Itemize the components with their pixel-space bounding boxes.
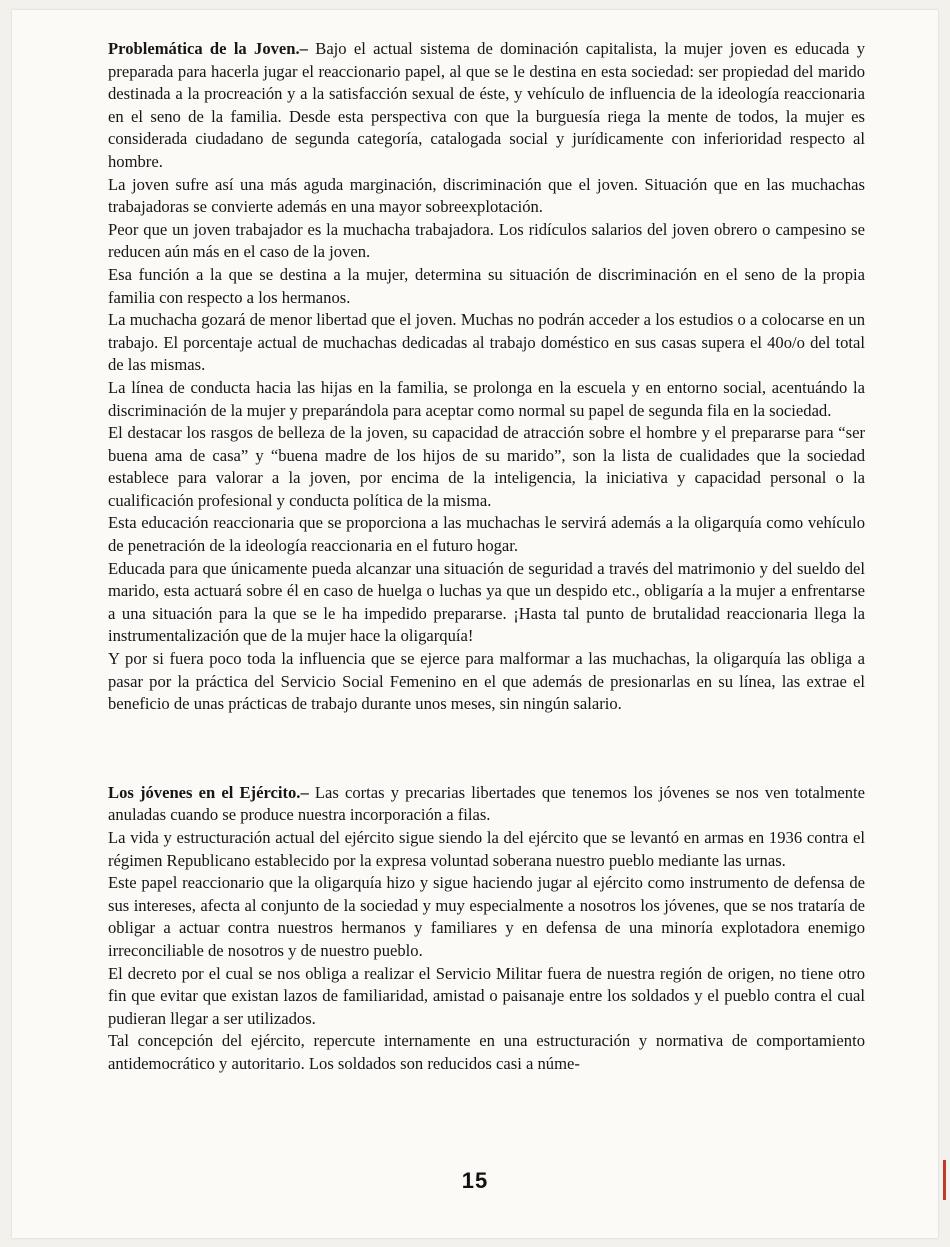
section-heading-joven: Problemática de la Joven.– xyxy=(108,39,308,58)
section-ejercito-intro xyxy=(108,782,865,827)
paragraph: El decreto por el cual se nos obliga a realizar el Servicio Militar fuera de nuestra región de origen, no tiene otro fin que evitar que existan lazos de familiaridad, amistad o paisanaje entre los soldados y el pueblo contra el cual pudieran llegar a ser utilizados. xyxy=(108,963,865,1028)
paragraph: La joven sufre así una más aguda marginación, discriminación que el joven. Situación que en las muchachas trabajadoras se convierte además en una mayor sobreexplotación. xyxy=(108,174,865,217)
section-heading-ejercito: Los jóvenes en el Ejército.– xyxy=(108,782,309,802)
paragraph: Esa función a la que se destina a la mujer, determina su situación de discriminación en el seno de la propia familia con respecto a los hermanos. xyxy=(108,264,865,307)
paragraph-text: Las cortas y precarias libertades que tenemos los jóvenes se nos ven totalmente anuladas cuando se produce nuestra incorporación a filas. xyxy=(108,782,865,825)
paragraph: La línea de conducta hacia las hijas en la familia, se prolonga en la escuela y en entorno social, acentuándo la discriminación de la mujer y preparándola para aceptar como normal su papel de segunda fila en la sociedad. xyxy=(108,377,865,420)
section-joven-intro xyxy=(108,38,865,174)
paragraph: Tal concepción del ejército, repercute internamente en una estructuración y normativa de comportamiento antidemocrático y autoritario. Los soldados son reducidos casi a núme- xyxy=(108,1031,865,1073)
section-spacer xyxy=(108,716,865,782)
paragraph-text: Bajo el actual sistema de dominación capitalista, la mujer joven es educada y preparada para hacerla jugar el reaccionario papel, al que se le destina en esta sociedad: ser propiedad del marido destinada a la procreación y a la satisfacción sexual de éste, y vehículo de influencia de la ideología reaccionaria en el seno de la familia. Desde esta perspectiva con que la burguesía riega la mente de todos, la mujer es considerada ciudadano de segunda categoría, catalogada social y jurídicamente con inferioridad respecto al hombre. xyxy=(108,39,865,171)
paragraph: La vida y estructuración actual del ejército sigue siendo la del ejército que se levantó en armas en 1936 contra el régimen Republicano establecido por la expresa voluntad soberana nuestro pueblo mediante las urnas. xyxy=(108,828,865,870)
page-number: 15 xyxy=(461,1168,489,1193)
paragraph: La muchacha gozará de menor libertad que el joven. Muchas no podrán acceder a los estudios o a colocarse en un trabajo. El porcentaje actual de muchachas dedicadas al trabajo doméstico en sus casas supera el 40o/o del total de las mismas. xyxy=(108,310,865,375)
paragraph: Y por si fuera poco toda la influencia que se ejerce para malformar a las muchachas, la oligarquía las obliga a pasar por la práctica del Servicio Social Femenino en el que además de presionarlas en su línea, las extrae el beneficio de unas prácticas de trabajo durante unos meses, sin ningún salario. xyxy=(108,649,865,714)
paragraph: Educada para que únicamente pueda alcanzar una situación de seguridad a través del matrimonio y del sueldo del marido, esta actuará sobre él en caso de huelga o luchas ya que un despido etc., obligaría a la mujer a enfrentarse a una situación para la que se le ha impedido prepararse. ¡Hasta tal punto de brutalidad reaccionaria llega la instrumentalización que de la mujer hace la oligarquía! xyxy=(108,558,865,646)
paragraph: Peor que un joven trabajador es la muchacha trabajadora. Los ridículos salarios del joven obrero o campesino se reducen aún más en el caso de la joven. xyxy=(108,219,865,262)
paragraph: Este papel reaccionario que la oligarquía hizo y sigue haciendo jugar al ejército como instrumento de defensa de sus intereses, afecta al conjunto de la sociedad y muy especialmente a nosotros los jóvenes, que se nos trataría de obligar a actuar contra nuestros hermanos y familiares y en defensa de una minoría explotadora enemigo irreconciliable de nosotros y de nuestro pueblo. xyxy=(108,873,865,960)
paragraph: Esta educación reaccionaria que se proporciona a las muchachas le servirá además a la oligarquía como vehículo de penetración de la ideología reaccionaria en el futuro hogar. xyxy=(108,513,865,556)
page-edge-mark xyxy=(943,1160,946,1200)
text-column xyxy=(108,38,865,1076)
paragraph: El destacar los rasgos de belleza de la joven, su capacidad de atracción sobre el hombre y el prepararse para “ser buena ama de casa” y “buena madre de los hijos de su marido”, son la lista de cualidades que la sociedad establece para valorar a la joven, por encima de la inteligencia, la iniciativa y capacidad personal o la cualificación profesional y conducta política de la misma. xyxy=(108,423,865,510)
